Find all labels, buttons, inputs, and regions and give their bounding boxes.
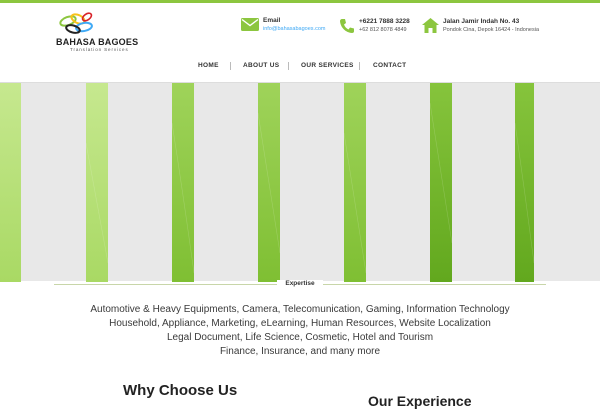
main-nav — [0, 55, 600, 81]
expertise-line: Legal Document, Life Science, Cosmetic, Hotel and Tourism — [166, 332, 434, 343]
phone-secondary[interactable]: +62 812 8078 4849 — [359, 27, 407, 33]
brand-name: BAHASA BAGOES — [56, 37, 139, 47]
nav-our-services[interactable]: OUR SERVICES — [301, 62, 354, 69]
banner-stripe — [515, 83, 534, 282]
email-link[interactable]: info@bahasabagoes.com — [263, 26, 326, 32]
email-label: Email — [263, 17, 281, 24]
experience-heading: Our Experience — [368, 393, 472, 409]
banner-stripe — [86, 83, 108, 282]
address-line1: Jalan Jamir Indah No. 43 — [443, 18, 520, 25]
expertise-line: Household, Appliance, Marketing, eLearning, Human Resources, Website Localization — [109, 318, 491, 329]
nav-separator — [230, 62, 231, 70]
expertise-line: Automotive & Heavy Equipments, Camera, Telecomunication, Gaming, Information Technology — [90, 304, 510, 315]
banner-graphic — [0, 83, 600, 282]
banner-stripe — [430, 83, 452, 282]
logo[interactable] — [54, 9, 154, 53]
nav-separator — [359, 62, 360, 70]
address-line2: Pondok Cina, Depok 16424 - Indonesia — [443, 27, 540, 33]
contact-phone — [339, 16, 419, 40]
home-icon — [422, 18, 439, 33]
expertise-heading: Expertise — [277, 280, 323, 287]
site-header — [0, 3, 600, 55]
nav-about-us[interactable]: ABOUT US — [243, 62, 280, 69]
banner-stripe — [0, 83, 21, 282]
phone-icon — [339, 18, 355, 34]
brand-tagline: Translation Services — [70, 47, 129, 52]
expertise-list — [60, 303, 540, 359]
banner-stripe — [172, 83, 194, 282]
envelope-icon — [241, 18, 259, 31]
expertise-line: Finance, Insurance, and many more — [219, 346, 381, 357]
logo-mark-icon — [54, 9, 114, 39]
contact-email — [241, 16, 333, 40]
hero-banner — [0, 82, 600, 281]
nav-contact[interactable]: CONTACT — [373, 62, 407, 69]
phone-primary[interactable]: +6221 7888 3228 — [359, 18, 410, 25]
expertise-divider — [54, 281, 546, 291]
nav-home[interactable]: HOME — [198, 62, 219, 69]
why-choose-us-heading: Why Choose Us — [123, 382, 238, 399]
nav-separator — [288, 62, 289, 70]
contact-address — [422, 16, 547, 40]
